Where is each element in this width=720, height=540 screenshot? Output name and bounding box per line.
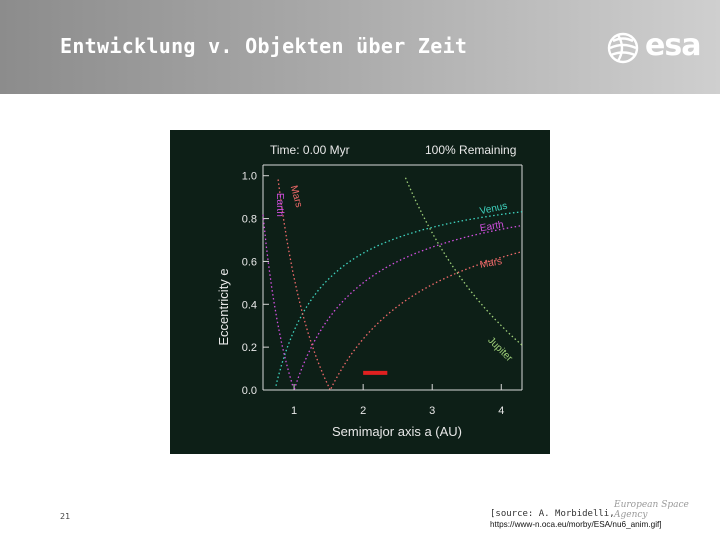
y-axis-label: Eccentricity e (216, 268, 231, 346)
esa-logo: esa (645, 28, 701, 63)
y-tick-label: 1.0 (241, 170, 257, 183)
agency-name: European Space Agency (614, 500, 689, 520)
y-tick-label: 0.6 (241, 256, 257, 269)
chart-title: Time: 0.00 Myr (270, 143, 350, 157)
x-tick-label: 3 (429, 405, 436, 417)
x-axis-label: Semimajor axis a (AU) (331, 424, 463, 439)
series-label: Earth (273, 192, 285, 217)
slide-title: Entwicklung v. Objekten über Zeit (60, 34, 468, 58)
series-label: Earth (479, 219, 505, 235)
y-tick-label: 0.2 (241, 342, 257, 355)
series-label: Mars (479, 256, 503, 271)
y-tick-label: 0.8 (241, 213, 257, 226)
y-tick-label: 0.4 (241, 299, 257, 312)
slide-header (0, 0, 720, 94)
slide-number: 21 (60, 512, 71, 521)
series-label: Venus (478, 200, 509, 218)
eccentricity-chart (170, 130, 550, 454)
x-tick-label: 4 (498, 405, 505, 417)
source-credit: [source: A. Morbidelli, (490, 509, 615, 519)
x-tick-label: 2 (360, 405, 367, 417)
x-tick-label: 1 (291, 405, 298, 417)
series-label: Jupiter (485, 335, 515, 365)
y-tick-label: 0.0 (241, 385, 257, 397)
series-label: Mars (287, 184, 305, 209)
source-url: https://www-n.oca.eu/morby/ESA/nu6_anim.gif] (490, 520, 662, 529)
chart-subtitle: 100% Remaining (425, 143, 517, 157)
